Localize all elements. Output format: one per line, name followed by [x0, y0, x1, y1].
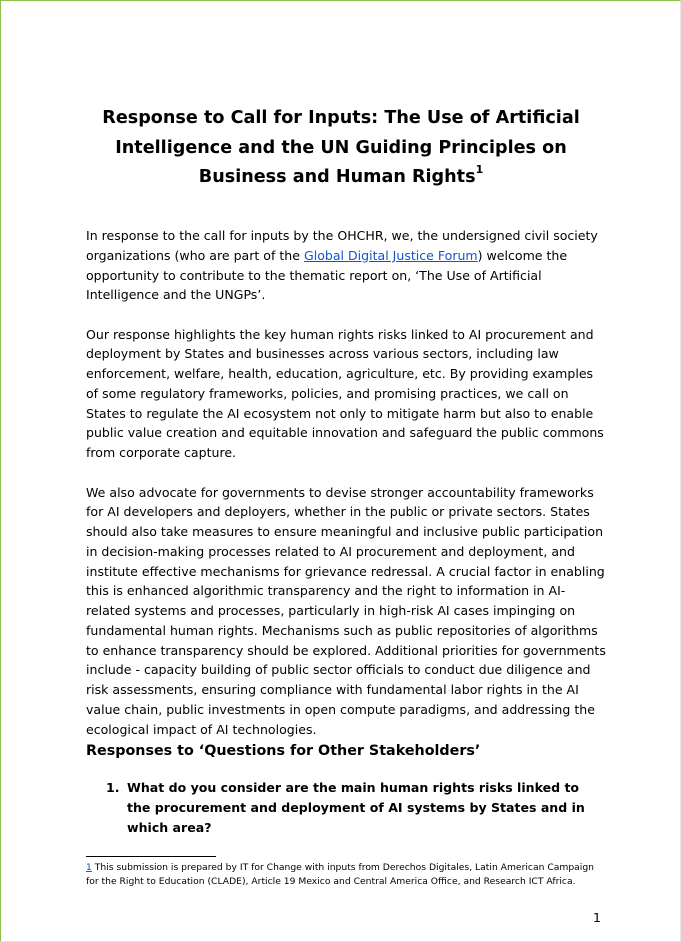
footnote-separator [86, 856, 216, 857]
footnote-text: This submission is prepared by IT for Change with inputs from Derechos Digitales, Latin American Campaign for the Right to Education (CLADE), Article 19 Mexico and Central America Office, and Research ICT Africa. [86, 862, 594, 887]
title-text: Response to Call for Inputs: The Use of Artificial Intelligence and the UN Guiding Principles on Business and Human Rights [102, 108, 580, 187]
footnote-ref[interactable]: 1 [86, 862, 92, 873]
page-number: 1 [593, 910, 601, 925]
accountability-paragraph: We also advocate for governments to devise stronger accountability frameworks for AI developers and deployers, whether in the public or private sectors. States should also take measures to ensure meaningful and inclusive public participation in decision-making processes related to AI procurement and deployment, and institute effective mechanisms for grievance redressal. A crucial factor in enabling this is enhanced algorithmic transparency and the right to information in AI-related systems and processes, particularly in high-risk AI cases impinging on fundamental human rights. Mechanisms such as public repositories of algorithms to enhance transparency should be explored. Additional priorities for governments include - capacity building of public sector officials to conduct due diligence and risk assessments, ensuring compliance with fundamental labor rights in the AI value chain, public investments in open compute paradigms, and addressing the ecological impact of AI technologies. [86, 484, 606, 737]
global-digital-justice-forum-link[interactable]: Global Digital Justice Forum [303, 247, 478, 263]
document-title [71, 104, 611, 193]
question-number: 1. [106, 779, 120, 795]
intro-text-after-link: ) welcome the opportunity to contribute to the thematic report on, ‘The Use of Artificial Intelligence and the UNGPs’. [86, 247, 568, 303]
footnote [86, 861, 601, 888]
risks-summary-paragraph: Our response highlights the key human rights risks linked to AI procurement and deployment by States and businesses across various sectors, including law enforcement, welfare, health, education, agriculture, etc. By providing examples of some regulatory frameworks, policies, and promising practices, we call on States to regulate the AI ecosystem not only to mitigate harm but also to enable public value creation and equitable innovation and safeguard the public commons from corporate capture. [86, 326, 604, 460]
question-text: What do you consider are the main human rights risks linked to the procurement and deployment of AI systems by States and in which area? [127, 779, 585, 835]
title-footnote-ref[interactable]: 1 [475, 163, 484, 177]
question-item [106, 778, 606, 838]
intro-paragraph [86, 226, 606, 305]
intro-text-before-link: In response to the call for inputs by the OHCHR, we, the undersigned civil society organizations (who are part of the [86, 228, 598, 263]
section-heading: Responses to ‘Questions for Other Stakeholders’ [86, 743, 481, 759]
